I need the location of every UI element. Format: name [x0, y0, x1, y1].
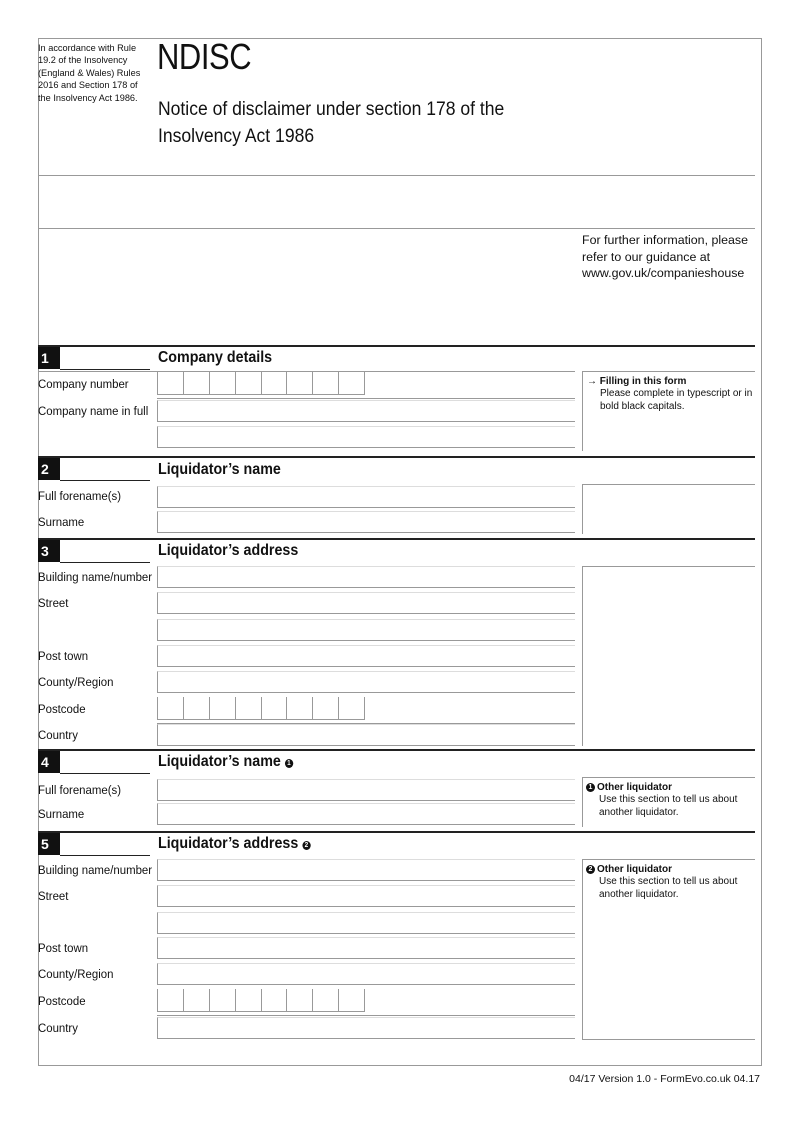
section-2-title: Liquidator’s name [158, 461, 281, 478]
section-2-underline [60, 480, 150, 481]
company-name-input[interactable] [157, 400, 575, 422]
post-town-label: Post town [38, 649, 89, 663]
other-note-1-title: Other liquidator [597, 782, 672, 793]
postcode-label: Postcode [38, 702, 86, 716]
surname-label-2: Surname [38, 807, 85, 821]
company-number-input[interactable] [157, 372, 365, 395]
company-name-input-line2[interactable] [157, 426, 575, 448]
street-input-line2[interactable] [157, 619, 575, 641]
country-input[interactable] [157, 724, 575, 746]
postcode-label-2: Postcode [38, 994, 86, 1008]
building-label: Building name/number [38, 570, 153, 584]
street-label: Street [38, 596, 69, 610]
legal-reference: In accordance with Rule 19.2 of the Insolvency (England & Wales) Rules 2016 and Section 178 of the Insolvency Act 1986. [38, 43, 141, 103]
country-label: Country [38, 728, 78, 742]
other-note-1-body: Use this section to tell us about another liquidator. [599, 794, 738, 818]
postcode-input-2[interactable] [157, 989, 365, 1012]
note-marker-1-icon: 1 [586, 783, 595, 792]
county-label: County/Region [38, 675, 114, 689]
section-5-bar [38, 831, 755, 833]
country-label-2: Country [38, 1021, 78, 1035]
building-input-2[interactable] [157, 859, 575, 881]
header-divider [38, 228, 755, 229]
surname-input-2[interactable] [157, 803, 575, 825]
filling-in-note [582, 371, 755, 451]
header-divider [38, 175, 755, 176]
post-town-label-2: Post town [38, 941, 89, 955]
footer-version: 04/17 Version 1.0 - FormEvo.co.uk 04.17 [569, 1073, 760, 1085]
section-1-title: Company details [158, 349, 273, 366]
forenames-label: Full forename(s) [38, 489, 121, 503]
section-4-number: 4 [38, 751, 60, 773]
form-title: Notice of disclaimer under section 178 of the Insolvency Act 1986 [158, 98, 505, 147]
county-input-2[interactable] [157, 963, 575, 985]
section-3-number: 3 [38, 540, 60, 562]
postcode-input[interactable] [157, 697, 365, 720]
forenames-input-2[interactable] [157, 779, 575, 801]
section-4-title [158, 753, 295, 771]
section-2-number: 2 [38, 458, 60, 480]
postcode-baseline-2 [157, 1015, 575, 1016]
other-note-2-body: Use this section to tell us about another liquidator. [599, 876, 738, 900]
post-town-input[interactable] [157, 645, 575, 667]
section-1-underline [60, 369, 150, 370]
section-4-underline [60, 773, 150, 774]
county-input[interactable] [157, 671, 575, 693]
building-input[interactable] [157, 566, 575, 588]
filling-note-title: Filling in this form [599, 376, 687, 387]
other-liquidator-note-2 [582, 859, 755, 1039]
building-label-2: Building name/number [38, 863, 153, 877]
street-input[interactable] [157, 592, 575, 614]
other-liquidator-note-1 [582, 777, 755, 827]
street-label-2: Street [38, 889, 69, 903]
section-4-bar [38, 749, 755, 751]
section-5-title [158, 835, 312, 853]
side-column-bottom [582, 1039, 755, 1040]
further-info-text: For further information, please refer to our guidance at www.gov.uk/companieshouse [582, 233, 748, 280]
post-town-input-2[interactable] [157, 937, 575, 959]
note-marker-1-icon: 1 [285, 759, 293, 768]
section-3-bar [38, 538, 755, 540]
arrow-right-icon: → [587, 376, 597, 387]
forenames-input[interactable] [157, 486, 575, 508]
section-3-title: Liquidator’s address [158, 542, 299, 559]
note-marker-2-icon: 2 [302, 841, 310, 850]
other-note-2-title: Other liquidator [597, 864, 672, 875]
company-number-label: Company number [38, 377, 129, 391]
section-2-side-box [582, 484, 755, 534]
section-1-number: 1 [38, 347, 60, 369]
surname-label: Surname [38, 515, 85, 529]
note-marker-2-icon: 2 [586, 865, 595, 874]
section-2-bar [38, 456, 755, 458]
county-label-2: County/Region [38, 967, 114, 981]
filling-note-body: Please complete in typescript or in bold black capitals. [600, 388, 753, 412]
surname-input[interactable] [157, 511, 575, 533]
section-3-side-box [582, 566, 755, 746]
street-input-2-line2[interactable] [157, 912, 575, 934]
form-code: NDISC [157, 36, 252, 77]
country-input-2[interactable] [157, 1017, 575, 1039]
section-4-title-text: Liquidator’s name [158, 753, 281, 770]
company-number-baseline [157, 398, 575, 399]
section-5-title-text: Liquidator’s address [158, 835, 299, 852]
section-3-underline [60, 562, 150, 563]
section-5-underline [60, 855, 150, 856]
forenames-label-2: Full forename(s) [38, 783, 121, 797]
section-5-number: 5 [38, 833, 60, 855]
section-1-bar [38, 345, 755, 347]
street-input-2[interactable] [157, 885, 575, 907]
company-name-label: Company name in full [38, 404, 149, 418]
